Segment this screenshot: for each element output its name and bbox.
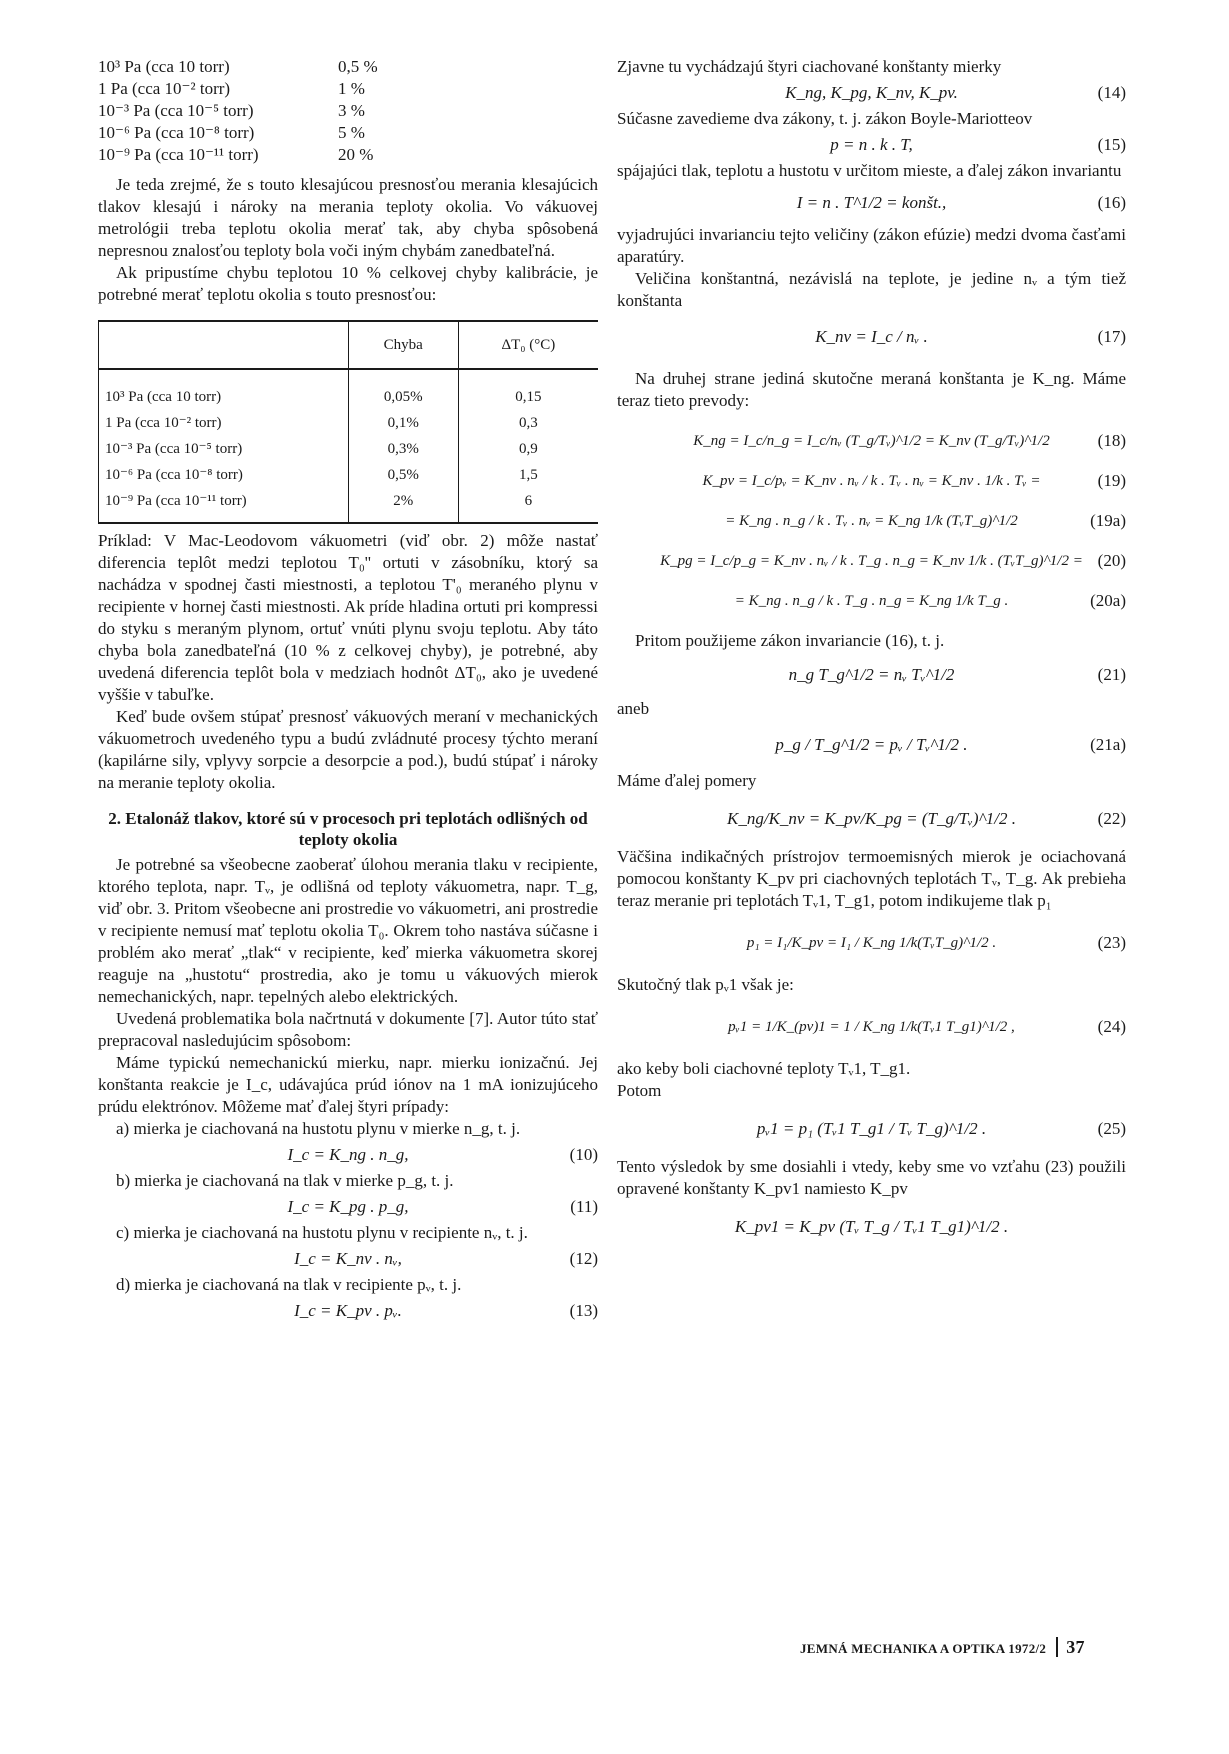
equation: K_pg = I_c/p_g = K_nv . nᵥ / k . T_g . n_g = K_nv 1/k . (TᵥT_g)^1/2 = (20) — [660, 551, 1126, 570]
table-header — [99, 321, 349, 369]
equation: = K_ng . n_g / k . T_g . n_g = K_ng 1/k T_g . (20a) — [734, 591, 1126, 610]
paragraph: Máme typickú nemechanickú mierku, napr. mierku ionizačnú. Jej konštanta reakcie je I_c, udávajúca prúd iónov na 1 mA ionizujúceho prúdu elektrónov. Môžeme mať ďalej štyri prípady: — [98, 1053, 598, 1116]
paragraph: a) mierka je ciachovaná na hustotu plynu v mierke n_g, t. j. — [116, 1119, 521, 1138]
equation: K_ng = I_c/n_g = I_c/nᵥ (T_g/Tᵥ)^1/2 = K_nv (T_g/Tᵥ)^1/2 (18) — [693, 431, 1126, 450]
table-header: ΔT₀ (°C) — [458, 321, 598, 369]
paragraph: Veličina konštantná, nezávislá na teplote, je jedine nᵥ a tým tiež konštanta — [617, 269, 1126, 310]
paragraph: Keď bude ovšem stúpať presnosť vákuových meraní v mechanických vákuometroch uvedeného typu a budú zvládnuté procesy týchto meraní (kapilárne sily, vplyvy sorpcie a desorpcie a pod.), budú stúpať i nároky na meranie teploty okolia. — [98, 707, 598, 792]
paragraph: Je teda zrejmé, že s touto klesajúcou presnosťou merania klesajúcich tlakov klesajú i nároky na merania teploty okolia. Vo vákuovej metrológii treba teplotu okolia merať tak, aby chyba spôsobená nepresnou znalosťou teploty bola voči iným chybám zanedbateľná. — [98, 175, 598, 260]
paragraph: Príklad: V Mac-Leodovom vákuometri (viď obr. 2) môže nastať diferencia teplôt medzi teplotou T₀'' ortuti v zásobníku, ktorý sa nachádza v spodnej časti miestnosti, a teplotou T'₀ meraného plynu v recipiente v hornej časti miestnosti. Ak príde hladina ortuti pri kompressi do styku s meraným plynom, ortuť vnúti plynu svoju teplotu. Aby táto chyba bola zanedbateľná (10 % z celkovej chyby), je potrebné, aby uvedená diferencia teplôt bola v medziach hodnôt ΔT₀, ako je uvedené vyššie v tabuľke. — [98, 531, 598, 704]
equation: K_pv = I_c/pᵥ = K_nv . nᵥ / k . Tᵥ . nᵥ = K_nv . 1/k . Tᵥ = (19) — [702, 471, 1126, 490]
table-row: 10⁻³ Pa (cca 10⁻⁵ torr) 0,3% 0,9 — [99, 436, 599, 462]
paragraph: Súčasne zavedieme dva zákony, t. j. zákon Boyle-Mariotteov — [617, 109, 1033, 128]
equation-number: (20) — [1097, 551, 1126, 570]
paragraph: Ak pripustíme chybu teplotou 10 % celkovej chyby kalibrácie, je potrebné merať teplotu okolia s touto presnosťou: — [98, 263, 598, 304]
equation-number: (11) — [570, 1197, 598, 1216]
equation-number: (21a) — [1090, 735, 1126, 754]
equation: K_ng/K_nv = K_pv/K_pg = (T_g/Tᵥ)^1/2 . (22) — [727, 809, 1126, 828]
precision-list — [98, 56, 598, 166]
equation-number: (21) — [1097, 665, 1126, 684]
equation: pᵥ1 = 1/K_(pv)1 = 1 / K_ng 1/k(Tᵥ1 T_g1)^1/2 , (24) — [728, 1017, 1126, 1036]
paragraph: vyjadrujúci invarianciu tejto veličiny (zákon efúzie) medzi dvoma časťami aparatúry. — [617, 225, 1126, 266]
paragraph: Máme ďalej pomery — [617, 771, 757, 790]
equation-number: (19a) — [1090, 511, 1126, 530]
table-row: 1 Pa (cca 10⁻² torr) 0,1% 0,3 — [99, 410, 599, 436]
table-header: Chyba — [348, 321, 458, 369]
paragraph: aneb — [617, 699, 650, 718]
paragraph: Pritom použijeme zákon invariancie (16), t. j. — [635, 631, 945, 650]
right-column — [617, 56, 1126, 1254]
paragraph: Väčšina indikačných prístrojov termoemisných mierok je ociachovaná pomocou konštanty K_pv pri ciachovných teplotách Tᵥ, T_g. Ak prebieha teraz meranie pri teplotách Tᵥ1, T_g1, potom indikujeme tlak p₁ — [617, 847, 1126, 910]
page-footer — [800, 1636, 1085, 1660]
equation: p = n . k . T, (15) — [830, 135, 1126, 154]
list-item: 10⁻⁶ Pa (cca 10⁻⁸ torr) 5 % — [98, 123, 365, 142]
equation-number: (25) — [1097, 1119, 1126, 1138]
equation: pᵥ1 = p₁ (Tᵥ1 T_g1 / Tᵥ T_g)^1/2 . (25) — [756, 1119, 1126, 1138]
equation: I_c = K_pv . pᵥ. (13) — [294, 1301, 598, 1320]
equation: I_c = K_pg . p_g, (11) — [287, 1197, 598, 1216]
equation-number: (10) — [569, 1145, 598, 1164]
page-number: 37 — [1056, 1637, 1085, 1657]
equation-number: (23) — [1097, 933, 1126, 952]
equation-number: (20a) — [1090, 591, 1126, 610]
section-heading: 2. Etalonáž tlakov, ktoré sú v procesoch pri teplotách odlišných od teploty okolia — [108, 809, 588, 849]
equation: p_g / T_g^1/2 = pᵥ / Tᵥ^1/2 . (21a) — [775, 735, 1126, 754]
paragraph: Tento výsledok by sme dosiahli i vtedy, keby sme vo vzťahu (23) použili opravené konštanty K_pv1 namiesto K_pv — [617, 1157, 1126, 1198]
paragraph: Na druhej strane jediná skutočne meraná konštanta je K_ng. Máme teraz tieto prevody: — [617, 369, 1126, 410]
equation: I_c = K_nv . nᵥ, (12) — [294, 1249, 598, 1268]
table-row: 10³ Pa (cca 10 torr) 0,05% 0,15 — [99, 369, 599, 410]
journal-name: JEMNÁ MECHANIKA A OPTIKA 1972/2 — [800, 1641, 1047, 1656]
list-item: 10³ Pa (cca 10 torr) 0,5 % — [98, 57, 378, 76]
paragraph: Potom — [617, 1081, 662, 1100]
left-column — [98, 56, 598, 1326]
paragraph: d) mierka je ciachovaná na tlak v recipiente pᵥ, t. j. — [116, 1275, 462, 1294]
equation: I_c = K_ng . n_g, (10) — [287, 1145, 598, 1164]
precision-table — [98, 320, 598, 524]
paragraph: c) mierka je ciachovaná na hustotu plynu v recipiente nᵥ, t. j. — [116, 1223, 528, 1242]
equation: K_ng, K_pg, K_nv, K_pv. (14) — [785, 83, 1126, 102]
table-row: 10⁻⁹ Pa (cca 10⁻¹¹ torr) 2% 6 — [99, 488, 599, 523]
paragraph: Je potrebné sa všeobecne zaoberať úlohou merania tlaku v recipiente, ktorého teplota, napr. Tᵥ, je odlišná od teploty vákuometra, napr. T_g, viď obr. 3. Pritom všeobecne ani prostredie vo vákuometri, ani prostredie v recipiente nemusí mať teplotu okolia T₀. Okrem toho nastáva súčasne i problém ako merať „tlak“ v recipiente, keď mierka vákuometra skorej reaguje na „hustotu“ prostredia, ako je tomu u vákuových mierok nemechanických, napr. tepelných alebo elektrických. — [98, 855, 598, 1006]
table-row: 10⁻⁶ Pa (cca 10⁻⁸ torr) 0,5% 1,5 — [99, 462, 599, 488]
equation-number: (24) — [1097, 1017, 1126, 1036]
equation-number: (18) — [1097, 431, 1126, 450]
list-item: 10⁻⁹ Pa (cca 10⁻¹¹ torr) 20 % — [98, 145, 374, 164]
equation-number: (13) — [569, 1301, 598, 1320]
paragraph: ako keby boli ciachovné teploty Tᵥ1, T_g1. — [617, 1059, 911, 1078]
equation-number: (19) — [1097, 471, 1126, 490]
paragraph: Uvedená problematika bola načrtnutá v dokumente [7]. Autor túto stať prepracoval nasledujúcim spôsobom: — [98, 1009, 598, 1050]
equation-number: (22) — [1097, 809, 1126, 828]
paragraph: Skutočný tlak pᵥ1 však je: — [617, 975, 794, 994]
equation: n_g T_g^1/2 = nᵥ Tᵥ^1/2 (21) — [788, 665, 1126, 684]
equation: = K_ng . n_g / k . Tᵥ . nᵥ = K_ng 1/k (TᵥT_g)^1/2 (19a) — [725, 511, 1126, 530]
equation: K_pv1 = K_pv (Tᵥ T_g / Tᵥ1 T_g1)^1/2 . — [734, 1217, 1009, 1236]
equation-number: (12) — [569, 1249, 598, 1268]
equation: K_nv = I_c / nᵥ . (17) — [815, 327, 1126, 346]
paragraph: Zjavne tu vychádzajú štyri ciachované konštanty mierky — [617, 57, 1002, 76]
equation: I = n . T^1/2 = konšt., (16) — [796, 193, 1126, 212]
paragraph: spájajúci tlak, teplotu a hustotu v určitom mieste, a ďalej zákon invariantu — [617, 161, 1122, 180]
equation-number: (14) — [1097, 83, 1126, 102]
equation-number: (15) — [1097, 135, 1126, 154]
equation-number: (16) — [1097, 193, 1126, 212]
list-item: 1 Pa (cca 10⁻² torr) 1 % — [98, 79, 365, 98]
paragraph: b) mierka je ciachovaná na tlak v mierke p_g, t. j. — [116, 1171, 454, 1190]
equation-number: (17) — [1097, 327, 1126, 346]
equation: p₁ = I₁/K_pv = I₁ / K_ng 1/k(TᵥT_g)^1/2 . (23) — [746, 933, 1126, 952]
list-item: 10⁻³ Pa (cca 10⁻⁵ torr) 3 % — [98, 101, 365, 120]
